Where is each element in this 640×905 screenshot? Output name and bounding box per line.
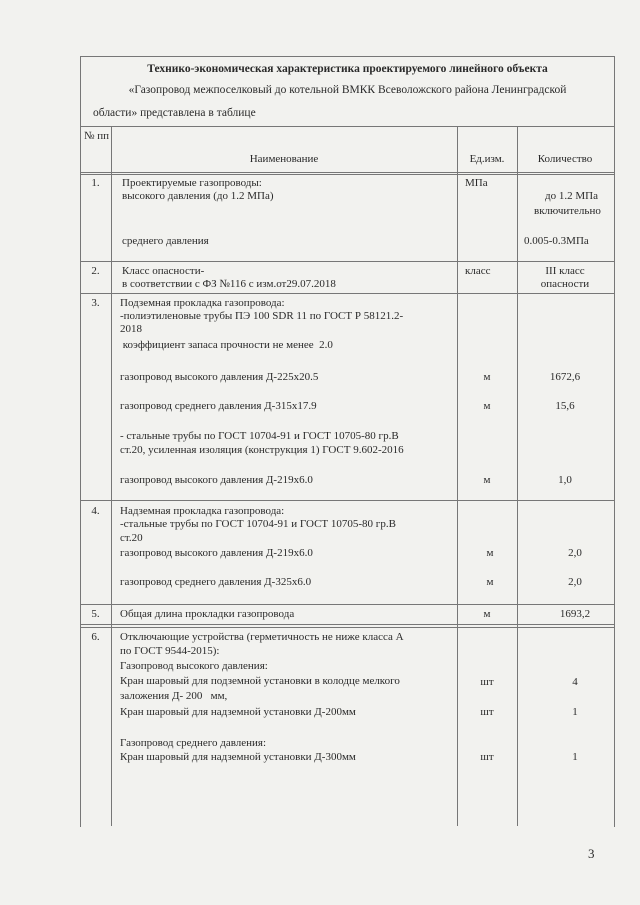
row-qty: до 1.2 МПа [545, 190, 598, 202]
row-text: Общая длина прокладки газопровода [120, 608, 295, 620]
row-text: Кран шаровый для надземной установки Д-300мм [120, 751, 356, 763]
row-text: среднего давления [122, 235, 209, 247]
row-number: 4. [91, 505, 100, 517]
row-qty: 0.005-0.3МПа [524, 235, 589, 247]
row-qty: 1 [572, 706, 578, 718]
document-subtitle-line2: области» представлена в таблице [93, 107, 256, 119]
row-qty: 15,6 [555, 400, 575, 412]
header-num: № пп [84, 130, 110, 142]
row-text: 2018 [120, 323, 142, 335]
row-unit: шт [480, 706, 494, 718]
column-divider [111, 126, 112, 826]
header-qty: Количество [537, 153, 593, 165]
row-divider [80, 293, 614, 294]
row-qty: 4 [572, 676, 578, 688]
row-unit: шт [480, 676, 494, 688]
row-text: ст.20, усиленная изоляция (конструкция 1) ГОСТ 9.602-2016 [120, 444, 404, 456]
row-text: в соответствии с ФЗ №116 с изм.от29.07.2018 [122, 278, 336, 290]
row-qty: включительно [534, 205, 601, 217]
row-text: коэффициент запаса прочности не менее 2.0 [120, 339, 333, 351]
row-unit: м [483, 474, 491, 486]
row-divider-double [80, 627, 614, 628]
row-text: Газопровод высокого давления: [120, 660, 268, 672]
row-number: 2. [91, 265, 100, 277]
row-divider [80, 261, 614, 262]
row-qty: III класс [545, 265, 585, 277]
row-divider [80, 500, 614, 501]
row-divider [80, 624, 614, 625]
row-qty: 1 [572, 751, 578, 763]
row-text: газопровод высокого давления Д-225х20.5 [120, 371, 319, 383]
row-text: высокого давления (до 1.2 МПа) [122, 190, 274, 202]
header-unit: Ед.изм. [469, 153, 505, 165]
row-text: ст.20 [120, 532, 143, 544]
row-text: по ГОСТ 9544-2015): [120, 645, 220, 657]
header-bottom-border [80, 172, 614, 173]
row-text: газопровод среднего давления Д-315х17.9 [120, 400, 317, 412]
row-number: 5. [91, 608, 100, 620]
row-text: -стальные трубы по ГОСТ 10704-91 и ГОСТ 10705-80 гр.В [120, 518, 396, 530]
table-top-border [80, 126, 614, 127]
row-qty: 1,0 [558, 474, 572, 486]
row-number: 6. [91, 631, 100, 643]
row-unit: м [483, 608, 491, 620]
row-text: газопровод высокого давления Д-219х6.0 [120, 474, 313, 486]
row-qty: 1672,6 [549, 371, 581, 383]
row-text: заложения Д- 200 мм, [120, 690, 228, 702]
row-text: Подземная прокладка газопровода: [120, 297, 285, 309]
row-qty: 1693,2 [559, 608, 591, 620]
row-text: газопровод высокого давления Д-219х6.0 [120, 547, 313, 559]
page-number: 3 [588, 846, 595, 861]
row-number: 1. [91, 177, 100, 189]
row-qty: опасности [540, 278, 590, 290]
row-unit: м [486, 576, 494, 588]
row-text: Газопровод среднего давления: [120, 737, 267, 749]
row-qty: 2,0 [568, 576, 582, 588]
row-divider [80, 604, 614, 605]
row-text: Надземная прокладка газопровода: [120, 505, 285, 517]
row-qty: 2,0 [568, 547, 582, 559]
row-unit: класс [465, 265, 491, 277]
row-number: 3. [91, 297, 100, 309]
row-unit: м [486, 547, 494, 559]
header-bottom-border-double [80, 174, 614, 175]
row-text: -полиэтиленовые трубы ПЭ 100 SDR 11 по ГОСТ Р 58121.2- [120, 310, 404, 322]
row-text: - стальные трубы по ГОСТ 10704-91 и ГОСТ 10705-80 гр.В [120, 430, 399, 442]
row-text: Отключающие устройства (герметичность не ниже класса А [120, 631, 404, 643]
row-text: газопровод среднего давления Д-325х6.0 [120, 576, 312, 588]
row-text: Класс опасности- [122, 265, 205, 277]
header-name: Наименование [249, 153, 319, 165]
row-unit: м [483, 400, 491, 412]
row-text: Кран шаровый для подземной установки в колодце мелкого [120, 675, 400, 687]
row-unit: МПа [465, 177, 488, 189]
row-text: Проектируемые газопроводы: [122, 177, 262, 189]
document-subtitle-line1: «Газопровод межпоселковый до котельной ВМКК Всеволожского района Ленинградской [128, 84, 567, 96]
row-text: Кран шаровый для надземной установки Д-200мм [120, 706, 356, 718]
row-unit: м [483, 371, 491, 383]
document-title: Технико-экономическая характеристика проектируемого линейного объекта [147, 63, 548, 75]
row-unit: шт [480, 751, 494, 763]
